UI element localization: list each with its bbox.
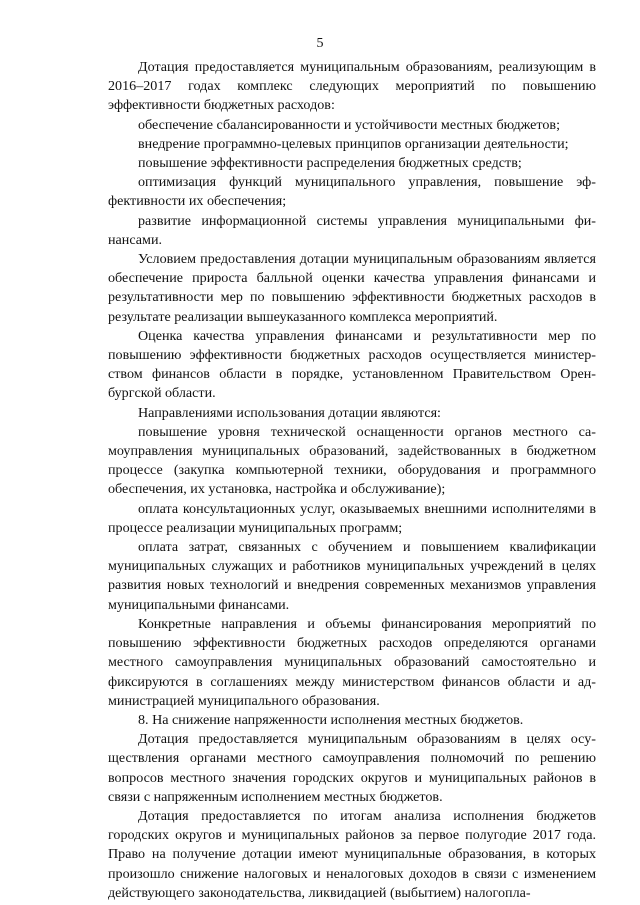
document-body bbox=[108, 58, 596, 903]
list-item: развитие информационной системы управления муниципальными финансами. bbox=[108, 212, 596, 248]
section-heading: 8. На снижение напряженности исполнения местных бюджетов. bbox=[138, 711, 524, 728]
paragraph: Дотация предоставляется муниципальным образованиям в целях осуществления органами местного самоуправления полномочий по решению вопросов местного значения городских округов и муниципальных районов в связи с напряженным исполнением местных бюджетов. bbox=[108, 731, 596, 805]
paragraph: Условием предоставления дотации муниципальным образованиям является обеспечение прироста балльной оценки качества управления финансами и результативности мер по повышению эффективности бюджетных расходов в результате реализации вышеуказанного комплекса мероприятий. bbox=[108, 251, 596, 325]
paragraph: Дотация предоставляется муниципальным образованиям, реализующим в 2016–2017 годах комплекс следующих мероприятий по повышению эффективности бюджетных расходов: bbox=[108, 59, 596, 114]
paragraph: Оценка качества управления финансами и результативности мер по повышению эффективности бюджетных расходов осуществляется министерством финансов области в порядке, установленном Правительством Оренбургской области. bbox=[108, 327, 596, 402]
list-item: оптимизация функций муниципального управления, повышение эффективности их обеспечения; bbox=[108, 174, 596, 210]
list-item: повышение уровня технической оснащенности органов местного самоуправления муниципальных образований, задействованных в бюджетном процессе (закупка компьютерной техники, оборудования и программного обеспечения, их установка, настройка и обслуживание); bbox=[108, 423, 596, 498]
list-item: обеспечение сбалансированности и устойчивости местных бюджетов; bbox=[138, 116, 561, 133]
page-number: 5 bbox=[316, 36, 324, 51]
list-item: оплата консультационных услуг, оказываемых внешними исполнителями в процессе реализации муниципальных программ; bbox=[108, 500, 596, 536]
list-item: повышение эффективности распределения бюджетных средств; bbox=[138, 155, 522, 172]
paragraph: Дотация предоставляется по итогам анализа исполнения бюджетов городских округов и муниципальных районов за первое полугодие 2017 года. Право на получение дотации имеют муниципальные образования, в которых произошло снижение налоговых и неналоговых доходов в связи с изменением действующего законодательства, ликвидацией (выбытием) налогопла- bbox=[108, 807, 596, 901]
paragraph: Конкретные направления и объемы финансирования мероприятий по повышению эффективности бюджетных расходов определяются органами местного самоуправления муниципальных образований самостоятельно и фиксируются в соглашениях между министерством финансов области и администрацией муниципального образования. bbox=[108, 615, 596, 709]
list-item: оплата затрат, связанных с обучением и повышением квалификации муниципальных служащих и работников муниципальных учреждений в целях развития новых технологий и внедрения современных механизмов управления муниципальными финансами. bbox=[108, 539, 596, 613]
list-item: внедрение программно-целевых принципов организации деятельности; bbox=[138, 135, 569, 152]
paragraph: Направлениями использования дотации являются: bbox=[138, 404, 441, 421]
